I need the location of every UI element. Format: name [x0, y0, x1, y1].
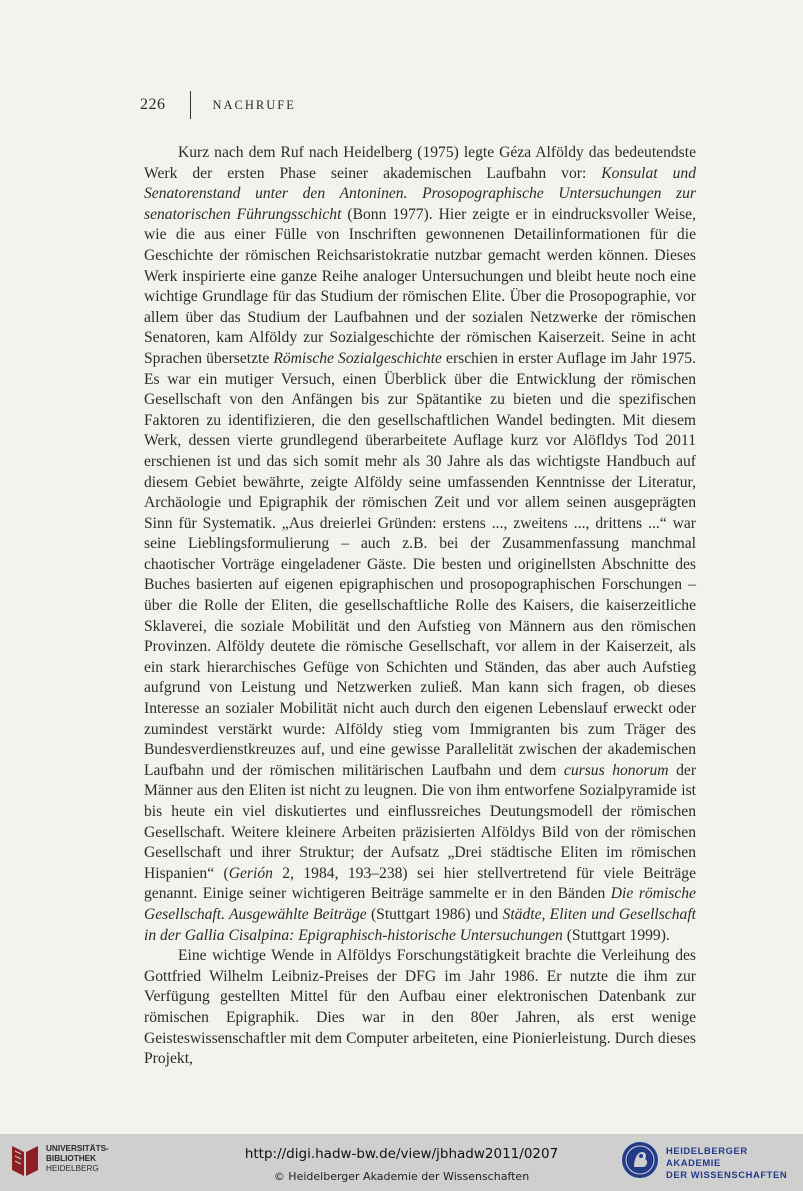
viewer-footer [0, 1134, 803, 1191]
ub-logo-line3: HEIDELBERG [46, 1164, 99, 1173]
ub-logo-line1: UNIVERSITÄTS- [46, 1144, 109, 1153]
ub-logo-line2: BIBLIOTHEK [46, 1154, 97, 1163]
page-number: 226 [140, 96, 166, 113]
paragraph-1 [144, 143, 696, 946]
header-divider [190, 91, 191, 119]
paragraph-text: (Stuttgart 1999). [562, 926, 670, 944]
paragraph-text: (Stuttgart 1986) und [366, 905, 503, 923]
paragraph-text: erschien in erster Auflage im Jahr 1975. Es war ein mutiger Versuch, einen Überblick über die Entwicklung der römischen Gesellschaft von den Anfängen bis zur Spätantike zu bieten und die spezifischen Faktoren zu identifizieren, die den gesellschaftlichen Wandel bedingten. Mit diesem Werk, dessen vierte grundlegend überarbeitete Auflage kurz vor Alöfldys Tod 2011 erschienen ist und das sich somit mehr als 30 Jahre als das wichtigste Handbuch auf diesem Gebiet bewährte, zeigte Alföldy seine umfassenden Kenntnisse der Literatur, Archäologie und Epigraphik der römischen Zeit und vor allem seinen ausgeprägten Sinn für Systematik. „Aus dreierlei Gründen: erstens ..., zweitens ..., drittens ...“ war seine Lieblingsformulierung – auch z.B. bei der Zusammenfassung manchmal chaotischer Vorträge eingeladener Gäste. Die besten und originellsten Abschnitte des Buches basierten auf eigenen epigraphischen und prosopographischen Forschungen – über die Rolle der Eliten, die gesellschaftliche Rolle des Kaisers, die kaiserzeitliche Sklaverei, die soziale Mobilität und den Aufstieg von Männern aus den römischen Provinzen. Alföldy deutete die römische Gesellschaft, vor allem in der Kaiserzeit, als ein stark hierarchisches Gefüge von Schichten und Ständen, das aber auch Aufstieg aufgrund von Leistung und Netzwerken zuließ. Man kann sich fragen, ob dieses Interesse an sozialer Mobilität nicht auch durch den eigenen Lebenslauf erweckt oder zumindest verstärkt wurde: Alföldy stieg vom Immigranten bis zum Träger des Bundesverdienstkreuzes auf, und eine gewisse Parallelität zwischen der akademischen Laufbahn und der römischen militärischen Laufbahn und dem [144, 349, 696, 779]
hadw-logo-line2: DER WISSENSCHAFTEN [666, 1168, 788, 1180]
paragraph-2 [144, 946, 696, 1070]
italic-title-text: Konsulat und Senatorenstand unter den Antoninen. Prosopographische Untersuchungen zur senatorischen Führungsschicht [144, 164, 696, 223]
copyright-notice: © Heidelberger Akademie der Wissenschaften [273, 1170, 530, 1183]
hadw-logo-text [666, 1145, 803, 1181]
italic-title-text: Römische Sozialgeschichte [273, 349, 442, 367]
italic-title-text: Städte, Eliten und Gesellschaft in der Gallia Cisalpina: Epigraphisch-historische Untersuchungen [144, 905, 696, 944]
permalink-url[interactable]: http://digi.hadw-bw.de/view/jbhadw2011/0207 [244, 1146, 559, 1162]
hadw-seal-icon [620, 1140, 660, 1185]
body-text [144, 143, 696, 1070]
paragraph-text: 2, 1984, 193–238) sei hier stellvertretend für viele Beiträge genannt. Einige seiner wichtigeren Beiträge sammelte er in den Bänden [144, 864, 696, 903]
hadw-logo-line1: HEIDELBERGER AKADEMIE [666, 1144, 748, 1168]
paragraph-text: Kurz nach dem Ruf nach Heidelberg (1975) legte Géza Alföldy das bedeutendste Werk der ersten Phase seiner akademischen Laufbahn vor: [144, 144, 696, 182]
section-title: NACHRUFE [212, 97, 296, 112]
paragraph-text: Eine wichtige Wende in Alföldys Forschungstätigkeit brachte die Verleihung des Gottfried Wilhelm Leibniz-Preises der DFG im Jahr 1986. Er nutzte die ihm zur Verfügung gestellten Mittel für den Aufbau einer elektronischen Datenbank zur römischen Epigraphik. Dies war in den 80er Jahren, als erst wenige Geisteswissenschaftler mit dem Computer arbeiteten, eine Pionierleistung. Durch dieses Projekt, [144, 947, 696, 1068]
hadw-logo[interactable] [620, 1140, 803, 1185]
paragraph-text: der Männer aus den Eliten ist nicht zu leugnen. Die von ihm entworfene Sozialpyramide ist bis heute ein viel diskutiertes und einflussreiches Deutungsmodell der römischen Gesellschaft. Weitere kleinere Arbeiten präzisierten Alföldys Bild von der römischen Gesellschaft und ihrer Struktur; der Aufsatz „Drei städtische Eliten im römischen Hispanien“ ( [144, 761, 697, 882]
italic-title-text: Die römische Gesellschaft. Ausgewählte Beiträge [144, 885, 696, 923]
italic-title-text: cursus honorum [563, 761, 669, 779]
page-header [140, 93, 296, 117]
paragraph-text: (Bonn 1977). Hier zeigte er in eindrucksvoller Weise, wie die aus einer Fülle von Inschriften gewonnenen Detailinformationen für die Geschichte der römischen Reichsaristokratie nutzbar gemacht werden können. Dieses Werk inspirierte eine ganze Reihe analoger Untersuchungen und bleibt heute noch eine wichtige Grundlage für das Studium der römischen Elite. Über die Prosopographie, vor allem über das Studium der Laufbahnen und der sozialen Netzwerke der römischen Senatoren, kam Alföldy zur Sozialgeschichte der römischen Kaiserzeit. Seine in acht Sprachen übersetzte [144, 205, 696, 367]
italic-title-text: Gerión [228, 864, 273, 882]
